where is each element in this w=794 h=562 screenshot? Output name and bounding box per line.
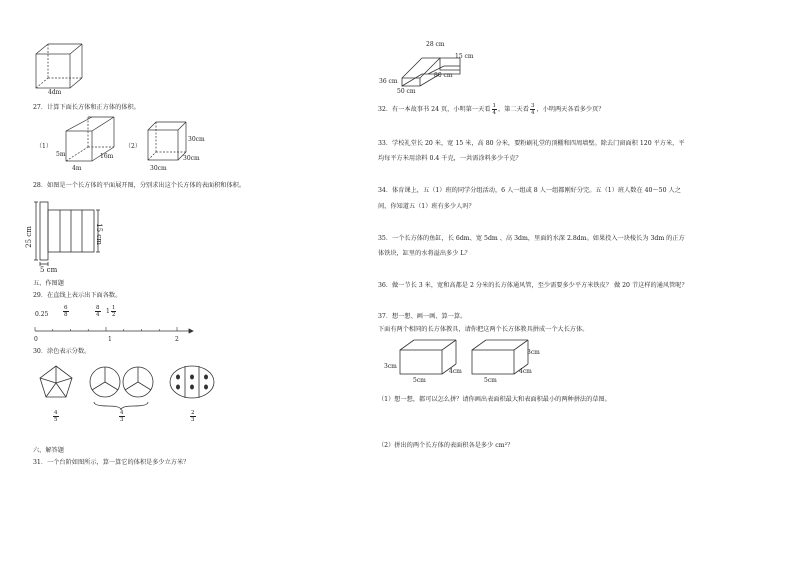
tick-1: 1	[108, 336, 112, 343]
stairs-step-label: 15 cm	[455, 53, 474, 60]
mixed-1-1-2: 1 $\frac{1}{2}$	[106, 305, 116, 318]
stairs-left-label: 36 cm	[379, 78, 398, 85]
question-30: 30．涂色表示分数。	[33, 348, 91, 355]
question-32: 32．有一本故事书 24 页，小明第一天看 $\frac{1}{4}$ ，第二天看 $\frac{3}{4}$ ，小明两天各看多少页？	[378, 103, 605, 116]
question-35-line-1: 35．一个长方体的鱼缸，长 6dm、宽 5dm 、高 3dm，里面的水深 2.8dm。如果投入一块棱长为 3dm 的正方	[378, 235, 685, 242]
stairs-mid-label: 80 cm	[434, 72, 453, 79]
num-0.25: 0.25	[35, 311, 49, 318]
stairs-figure	[388, 44, 468, 90]
question-29: 29．在直线上表示出下面各数。	[33, 292, 122, 299]
question-33-line-2: 均每平方米用涂料 0.4 千克，一共需涂料多少千克？	[378, 155, 522, 162]
question-31: 31．一个台阶如图所示，算一算它的体积是多少立方米？	[33, 459, 190, 466]
ellipse-figure	[168, 364, 216, 400]
question-27: 27．计算下面长方体和正方体的体积。	[33, 104, 140, 111]
fig2-prefix: （2）	[125, 143, 141, 150]
fig2-edge-c: 30cm	[150, 165, 167, 172]
number-line	[33, 326, 195, 336]
question-37: 37．想一想、画一画、算一算。	[378, 313, 467, 320]
pentagon-figure	[38, 364, 74, 400]
question-33-line-1: 33．学校礼堂长 20 米，宽 15 米，高 80 分米，要粉刷礼堂的顶棚和四周墙壁。除去门窗面积 120 平方米，平	[378, 140, 685, 147]
question-34-line-1: 34．体育课上，五（1）班的同学分组活动，6 人一组或 8 人一组都刚好分完。五（1）班人数在 40～50 人之	[378, 187, 681, 194]
tick-2: 2	[175, 336, 179, 343]
fig1-width: 16m	[100, 153, 114, 160]
fig1-height: 5m	[56, 151, 66, 158]
cube-edge-label: 4dm	[48, 89, 62, 96]
net-width-label: 5 cm	[40, 266, 58, 274]
box1-height: 3cm	[384, 363, 397, 370]
question-34-line-2: 间，你知道五（1）班有多少人吗？	[378, 203, 475, 210]
fig1-length: 4m	[72, 165, 82, 172]
box1-length: 5cm	[413, 377, 426, 384]
frac-2-3: $\frac{2}{3}$	[191, 410, 195, 423]
question-35-line-2: 体铁块，缸里的水将溢出多少 L？	[378, 250, 471, 257]
box1-width: 4cm	[449, 368, 462, 375]
question-37-sub-1: （1）想一想，都可以怎么拼？请你画出表面积最大和表面积最小的两种拼法的草图。	[378, 396, 611, 403]
section-5-title: 五、作图题	[33, 280, 64, 287]
fig1-prefix: （1）	[36, 143, 52, 150]
frac-4-5: $\frac{4}{5}$	[54, 410, 58, 423]
net-depth-label: 15 cm	[94, 223, 103, 245]
frac-8-4: $\frac{8}{4}$	[96, 305, 100, 318]
cube-figure-top	[34, 42, 84, 94]
stairs-top-label: 28 cm	[426, 41, 445, 48]
box2-height: 3cm	[527, 349, 540, 356]
fig2-edge-a: 30cm	[188, 136, 205, 143]
question-37-desc: 下面有两个相同的长方体教具，请你把这两个长方体教具拼成一个大长方体。	[378, 326, 589, 333]
frac-4-3: $\frac{4}{3}$	[120, 410, 124, 423]
section-6-title: 六、解答题	[33, 447, 64, 454]
frac-6-8: $\frac{6}{8}$	[64, 305, 68, 318]
circles-figure	[88, 364, 158, 412]
question-36: 36．做一节长 3 米，宽和高都是 2 分米的长方体通风管，至少需要多少平方米铁皮？ 做 20 节这样的通风管呢？	[378, 282, 688, 289]
question-28: 28．如图是一个长方体的平面展开图，分别求出这个长方体的表面积和体积。	[33, 182, 246, 189]
box2-width: 4cm	[519, 368, 532, 375]
cube-figure-2	[146, 120, 188, 164]
tick-0: 0	[34, 336, 38, 343]
box2-length: 5cm	[484, 377, 497, 384]
stairs-bottom-label: 50 cm	[397, 88, 416, 95]
net-height-label: 25 cm	[24, 226, 33, 248]
question-37-sub-2: （2）拼出的两个长方体的表面积各是多少 cm²？	[378, 442, 514, 449]
fig2-edge-b: 30cm	[183, 155, 200, 162]
